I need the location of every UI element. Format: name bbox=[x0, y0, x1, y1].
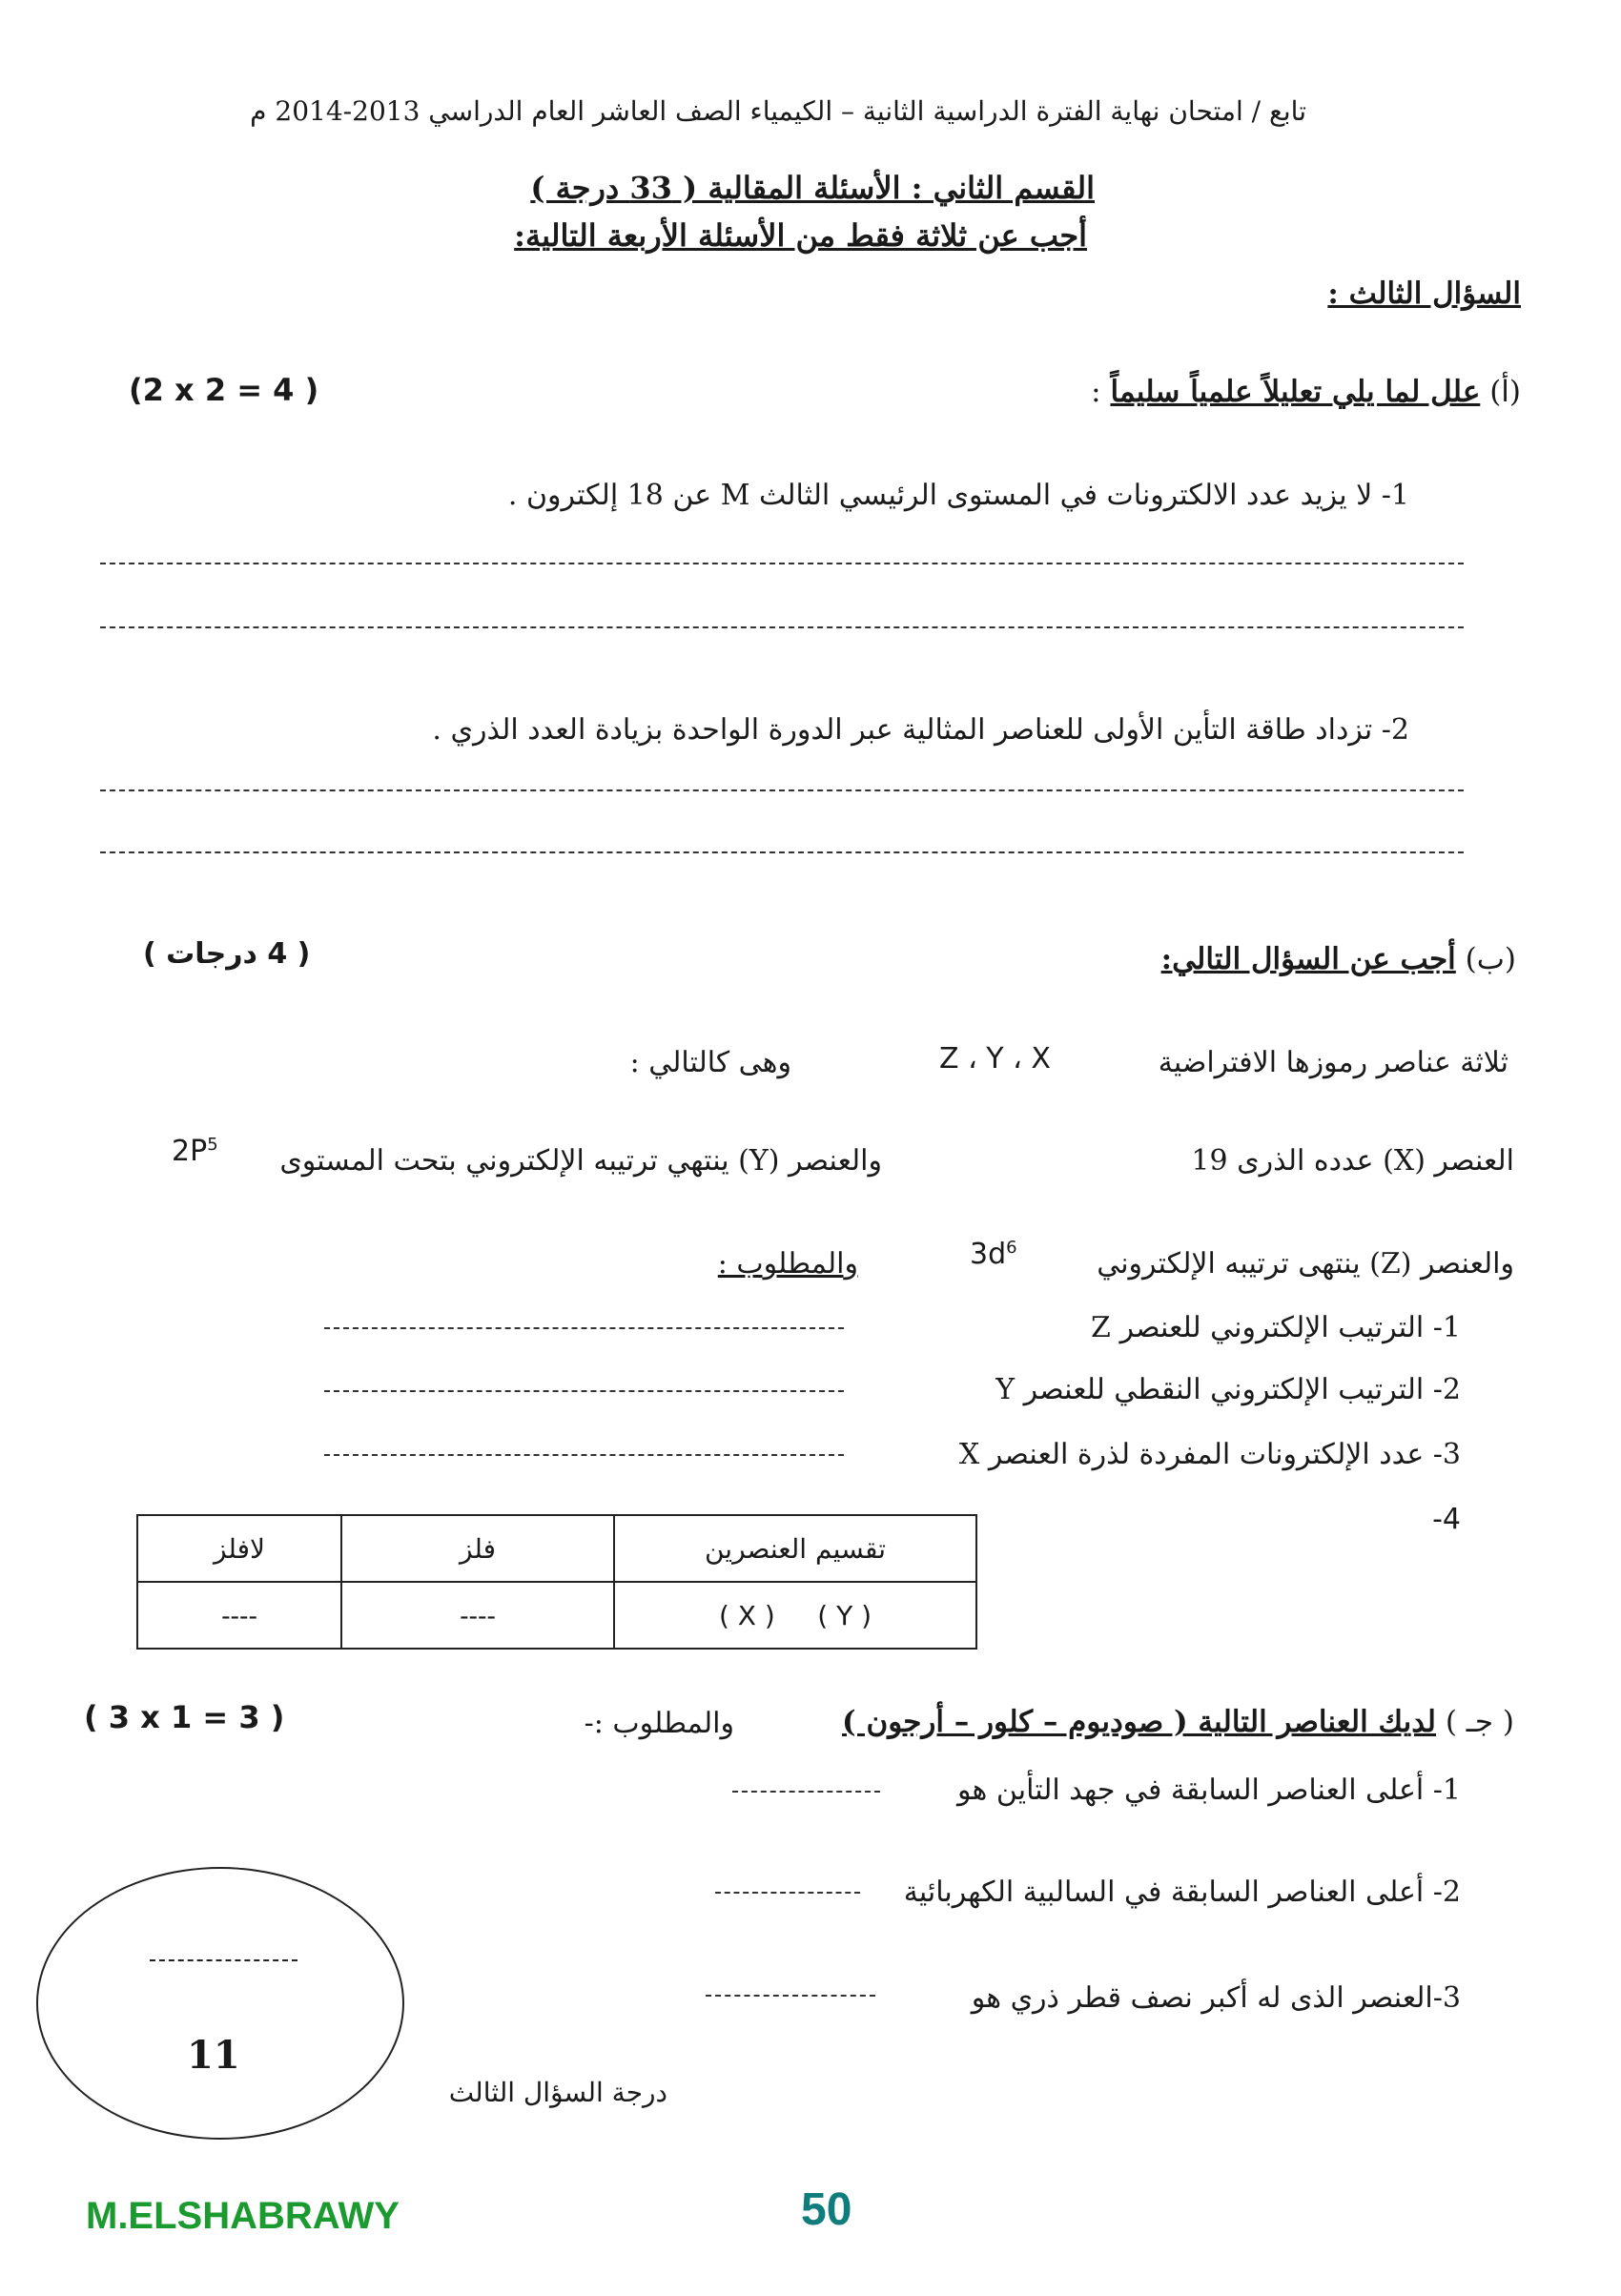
z-level-sup: 6 bbox=[1006, 1238, 1017, 1258]
answer-line[interactable] bbox=[324, 1327, 844, 1329]
element-z-level bbox=[970, 1238, 1017, 1271]
table-header-metal: فلز bbox=[341, 1515, 614, 1582]
question-label: السؤال الثالث : bbox=[1327, 277, 1521, 311]
score-label: درجة السؤال الثالث bbox=[448, 2077, 667, 2108]
part-c-marks: ( 3 x 1 = 3 ) bbox=[84, 1699, 285, 1735]
page-number: 50 bbox=[801, 2184, 852, 2235]
part-b-item-2: 2- الترتيب الإلكتروني النقطي للعنصر Y bbox=[995, 1373, 1461, 1406]
element-z-desc: والعنصر (Z) ينتهى ترتيبه الإلكتروني bbox=[1097, 1247, 1514, 1281]
section-instruction: أجب عن ثلاثة فقط من الأسئلة الأربعة التالية: bbox=[514, 217, 1087, 254]
answer-line[interactable] bbox=[324, 1454, 844, 1456]
part-b-as-follows: وهى كالتالي : bbox=[629, 1046, 791, 1079]
part-a-marks: (2 x 2 = 4 ) bbox=[129, 372, 319, 408]
part-b-intro: ثلاثة عناصر رموزها الافتراضية bbox=[1158, 1046, 1508, 1079]
part-c-item-2: 2- أعلى العناصر السابقة في السالبية الكهربائية bbox=[903, 1876, 1461, 1909]
answer-line[interactable] bbox=[100, 563, 1464, 564]
footer-author: M.ELSHABRAWY bbox=[86, 2195, 400, 2237]
part-b-symbols: Z ، Y ، X bbox=[939, 1042, 1051, 1076]
table-cell-nonmetal[interactable]: ---- bbox=[137, 1582, 341, 1649]
score-ellipse bbox=[36, 1867, 404, 2140]
score-blank[interactable] bbox=[150, 1959, 298, 1961]
element-x-desc: العنصر (X) عدده الذرى 19 bbox=[1191, 1144, 1514, 1178]
part-a-title: علل لما يلي تعليلاً علمياً سليماً bbox=[1110, 375, 1481, 409]
part-b-required: والمطلوب : bbox=[717, 1247, 858, 1281]
part-c-heading bbox=[842, 1705, 1514, 1739]
part-b-title: أجب عن السؤال التالي: bbox=[1160, 942, 1456, 976]
answer-line[interactable] bbox=[732, 1791, 880, 1793]
part-b-item-3: 3- عدد الإلكترونات المفردة لذرة العنصر X bbox=[958, 1438, 1461, 1471]
section-title: القسم الثاني : الأسئلة المقالية ( 33 درجة ) bbox=[530, 170, 1095, 206]
element-y-level bbox=[172, 1135, 218, 1168]
table-cell-elements: ( Y ) ( X ) bbox=[614, 1582, 976, 1649]
answer-line[interactable] bbox=[706, 1995, 875, 1997]
part-c-item-3: 3-العنصر الذى له أكبر نصف قطر ذري هو bbox=[971, 1981, 1461, 2015]
y-level-base: 2P bbox=[172, 1135, 208, 1168]
exam-header: تابع / امتحان نهاية الفترة الدراسية الثانية – الكيمياء الصف العاشر العام الدراسي 2013-2014 م bbox=[250, 95, 1306, 127]
classification-table bbox=[136, 1514, 977, 1650]
table-header-classification: تقسيم العنصرين bbox=[614, 1515, 976, 1582]
part-b-heading bbox=[1161, 942, 1516, 976]
part-a-item-2: 2- تزداد طاقة التأين الأولى للعناصر المثالية عبر الدورة الواحدة بزيادة العدد الذري . bbox=[432, 713, 1409, 747]
part-b-item-4: -4 bbox=[1432, 1503, 1461, 1536]
part-c-required: والمطلوب :- bbox=[584, 1707, 734, 1740]
part-b-prefix: (ب) bbox=[1465, 942, 1516, 976]
answer-line[interactable] bbox=[100, 851, 1464, 853]
part-b-marks: ( 4 درجات ) bbox=[143, 937, 311, 971]
score-total: 11 bbox=[187, 2033, 240, 2078]
element-y-desc: والعنصر (Y) ينتهي ترتيبه الإلكتروني بتحت المستوى bbox=[279, 1144, 882, 1178]
part-c-title: لديك العناصر التالية ( صوديوم – كلور – أرجون ) bbox=[842, 1705, 1436, 1739]
answer-line[interactable] bbox=[100, 626, 1464, 628]
z-level-base: 3d bbox=[970, 1238, 1007, 1271]
part-a-item-1: 1- لا يزيد عدد الالكترونات في المستوى الرئيسي الثالث M عن 18 إلكترون . bbox=[507, 479, 1409, 512]
part-c-item-1: 1- أعلى العناصر السابقة في جهد التأين هو bbox=[957, 1773, 1461, 1807]
table-header-nonmetal: لافلز bbox=[137, 1515, 341, 1582]
answer-line[interactable] bbox=[100, 789, 1464, 791]
answer-line[interactable] bbox=[715, 1892, 860, 1894]
part-a-colon: : bbox=[1091, 375, 1101, 409]
part-a-heading bbox=[1091, 375, 1521, 409]
y-level-sup: 5 bbox=[207, 1135, 218, 1155]
part-c-prefix: ( جـ ) bbox=[1445, 1705, 1514, 1739]
part-a-prefix: (أ) bbox=[1489, 375, 1521, 409]
answer-line[interactable] bbox=[324, 1390, 844, 1392]
part-b-item-1: 1- الترتيب الإلكتروني للعنصر Z bbox=[1091, 1311, 1461, 1344]
table-cell-metal[interactable]: ---- bbox=[341, 1582, 614, 1649]
